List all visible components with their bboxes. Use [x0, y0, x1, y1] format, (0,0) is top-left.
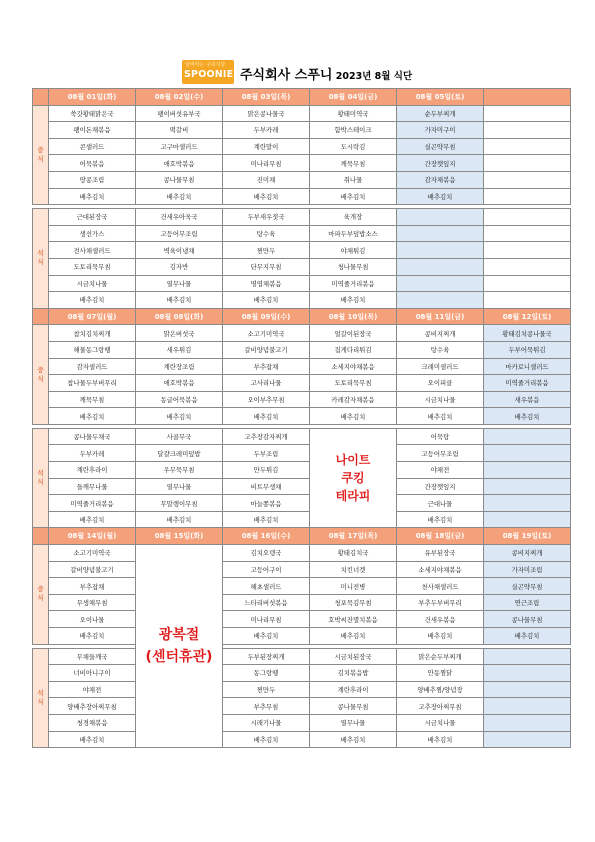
menu-cell: 시금치된장국 [310, 648, 397, 665]
menu-cell: 감자샐러드 [49, 358, 136, 375]
menu-cell: 배추김치 [397, 408, 484, 425]
menu-cell: 애호박볶음 [136, 375, 223, 392]
menu-cell: 배추김치 [223, 731, 310, 748]
menu-cell: 콩비지찌개 [397, 325, 484, 342]
menu-cell [484, 714, 571, 731]
menu-cell [484, 105, 571, 122]
lunch-row [33, 391, 571, 408]
menu-cell: 호박씨잔멸치볶음 [310, 611, 397, 628]
day-header: 08월 05일(토) [397, 89, 484, 106]
lunch-row [33, 341, 571, 358]
menu-cell: 고추장감자찌개 [223, 428, 310, 445]
dinner-row [33, 209, 571, 226]
lunch-label: 중 식 [33, 545, 49, 645]
dinner-row [33, 698, 571, 715]
menu-cell: 배추김치 [49, 731, 136, 748]
title-month: 2023년 8월 식단 [332, 71, 413, 82]
lunch-row [33, 594, 571, 611]
menu-cell: 갈비양념불고기 [223, 341, 310, 358]
menu-cell: 미역줄거리볶음 [484, 375, 571, 392]
lunch-label: 중 식 [33, 325, 49, 425]
menu-cell: 전사채샐러드 [49, 242, 136, 259]
menu-cell: 계란말이 [223, 138, 310, 155]
menu-cell: 단무지무침 [223, 258, 310, 275]
menu-cell: 고추장아찌무침 [397, 698, 484, 715]
menu-cell: 맑은순두부찌개 [397, 648, 484, 665]
menu-cell: 콩나물무침 [310, 698, 397, 715]
menu-cell: 배추김치 [397, 628, 484, 645]
lunch-row [33, 325, 571, 342]
menu-cell: 애호박볶음 [136, 155, 223, 172]
menu-cell: 갈비양념불고기 [49, 561, 136, 578]
menu-cell: 황태김치콩나물국 [484, 325, 571, 342]
menu-cell: 시금치나물 [49, 275, 136, 292]
day-header [484, 89, 571, 106]
menu-cell [484, 138, 571, 155]
menu-cell: 배추김치 [136, 408, 223, 425]
dinner-row [33, 478, 571, 495]
menu-cell: 배추김치 [223, 188, 310, 205]
menu-cell: 콩나물무침 [484, 611, 571, 628]
menu-cell: 건새우볶음 [397, 611, 484, 628]
menu-cell: 치킨너겟 [310, 561, 397, 578]
menu-cell: 집게다리튀김 [310, 341, 397, 358]
menu-cell: 도토리묵무침 [49, 258, 136, 275]
menu-cell [484, 155, 571, 172]
menu-cell [484, 511, 571, 528]
day-header: 08월 19일(토) [484, 528, 571, 545]
menu-cell: 콩나물두채국 [49, 428, 136, 445]
menu-cell: 카레감자채볶음 [310, 391, 397, 408]
menu-cell: 연근조림 [484, 594, 571, 611]
lunch-row [33, 628, 571, 645]
menu-cell: 야채전 [49, 681, 136, 698]
menu-cell: 마늘쫑볶음 [223, 495, 310, 512]
header-corner [33, 528, 49, 545]
menu-cell: 명엽채볶음 [223, 275, 310, 292]
menu-cell: 황태미역국 [310, 105, 397, 122]
day-header: 08월 04일(금) [310, 89, 397, 106]
lunch-row [33, 561, 571, 578]
dinner-row [33, 225, 571, 242]
menu-cell: 어묵탕 [397, 428, 484, 445]
menu-cell: 사골무국 [136, 428, 223, 445]
menu-cell: 참치김치찌개 [49, 325, 136, 342]
page-header [182, 60, 462, 84]
dinner-row [33, 495, 571, 512]
menu-cell: 실곤약무침 [397, 138, 484, 155]
day-header: 08월 01일(화) [49, 89, 136, 106]
menu-cell: 생선가스 [49, 225, 136, 242]
menu-cell: 고사리나물 [223, 375, 310, 392]
menu-cell: 배추김치 [397, 511, 484, 528]
menu-cell: 계란장조림 [136, 358, 223, 375]
menu-cell: 두부된장찌개 [223, 648, 310, 665]
menu-cell: 마파두부덮밥소스 [310, 225, 397, 242]
menu-cell: 실곤약무침 [484, 578, 571, 595]
menu-cell: 비트무생채 [223, 478, 310, 495]
menu-cell: 부추잡채 [49, 578, 136, 595]
dinner-label: 석 식 [33, 428, 49, 528]
menu-cell: 새우볶음 [484, 391, 571, 408]
menu-cell: 미니전병 [310, 578, 397, 595]
menu-cell: 맑은버섯국 [136, 325, 223, 342]
menu-cell: 부추무침 [223, 698, 310, 715]
menu-cell: 콩나물무침 [136, 171, 223, 188]
menu-cell [484, 648, 571, 665]
menu-cell: 배추김치 [49, 408, 136, 425]
menu-cell: 부추두부버무리 [397, 594, 484, 611]
lunch-row [33, 105, 571, 122]
menu-cell: 소고기미역국 [223, 325, 310, 342]
menu-cell: 안동찜닭 [397, 665, 484, 682]
day-header: 08월 08일(화) [136, 308, 223, 325]
menu-cell [484, 292, 571, 309]
menu-cell [397, 292, 484, 309]
menu-cell: 만두튀김 [223, 462, 310, 479]
menu-cell: 열무나물 [136, 478, 223, 495]
menu-cell [397, 258, 484, 275]
dinner-row [33, 275, 571, 292]
dinner-row [33, 714, 571, 731]
lunch-row [33, 358, 571, 375]
menu-cell: 해물동그랑땡 [49, 341, 136, 358]
menu-cell: 크래미샐러드 [397, 358, 484, 375]
menu-cell: 양배추찜/양념장 [397, 681, 484, 698]
menu-cell: 육개장 [310, 209, 397, 226]
spoonie-logo [182, 60, 234, 84]
menu-cell: 맑은콩나물국 [223, 105, 310, 122]
menu-cell: 도시락김 [310, 138, 397, 155]
menu-cell: 건새우아욱국 [136, 209, 223, 226]
lunch-row [33, 375, 571, 392]
header-corner [33, 308, 49, 325]
logo-tagline: 알바마는 구내식당 [185, 62, 226, 68]
menu-cell: 배추김치 [484, 408, 571, 425]
menu-cell: 해초샐러드 [223, 578, 310, 595]
menu-cell: 김치오뎅국 [223, 545, 310, 562]
dinner-label: 석 식 [33, 209, 49, 309]
menu-cell: 배추김치 [310, 188, 397, 205]
menu-cell: 고등어구이 [223, 561, 310, 578]
menu-cell: 오이나물 [49, 611, 136, 628]
menu-cell [484, 462, 571, 479]
menu-cell: 들깨무나물 [49, 478, 136, 495]
menu-cell: 배추김치 [49, 628, 136, 645]
menu-cell [484, 171, 571, 188]
menu-cell: 무채들깨국 [49, 648, 136, 665]
menu-cell: 두부카레 [223, 122, 310, 139]
day-header: 08월 11일(금) [397, 308, 484, 325]
menu-cell: 벽육이냉채 [136, 242, 223, 259]
menu-cell [484, 258, 571, 275]
menu-cell: 팽이돈채볶음 [49, 122, 136, 139]
menu-cell: 시금치나물 [397, 714, 484, 731]
day-header: 08월 10일(목) [310, 308, 397, 325]
menu-cell: 시래기나물 [223, 714, 310, 731]
day-header: 08월 03일(목) [223, 89, 310, 106]
menu-cell [484, 731, 571, 748]
lunch-row [33, 138, 571, 155]
menu-cell: 가자미구이 [397, 122, 484, 139]
menu-cell: 떡갈비 [136, 122, 223, 139]
lunch-row [33, 155, 571, 172]
menu-cell: 배추김치 [223, 292, 310, 309]
day-header: 08월 07일(월) [49, 308, 136, 325]
dinner-row [33, 665, 571, 682]
menu-cell: 오이부추무침 [223, 391, 310, 408]
day-header: 08월 02일(수) [136, 89, 223, 106]
menu-cell: 청포묵김무침 [310, 594, 397, 611]
day-header: 08월 12일(토) [484, 308, 571, 325]
menu-cell [484, 428, 571, 445]
menu-cell: 새우튀김 [136, 341, 223, 358]
holiday-notice: 광복절 (센터휴관) [136, 545, 223, 748]
menu-cell: 배추김치 [49, 292, 136, 309]
menu-cell: 두부조림 [223, 445, 310, 462]
menu-cell: 배추김치 [397, 188, 484, 205]
menu-cell: 배추김치 [136, 292, 223, 309]
menu-cell: 함박스테이크 [310, 122, 397, 139]
menu-cell [484, 495, 571, 512]
menu-cell: 천사채샐러드 [397, 578, 484, 595]
dinner-label: 석 식 [33, 648, 49, 748]
menu-cell [484, 681, 571, 698]
menu-cell [397, 275, 484, 292]
lunch-row [33, 545, 571, 562]
menu-cell: 콩비지찌개 [484, 545, 571, 562]
lunch-row [33, 188, 571, 205]
menu-cell: 양배추장아찌무침 [49, 698, 136, 715]
date-header-row [33, 89, 571, 106]
menu-cell: 배추김치 [310, 408, 397, 425]
menu-cell: 배추김치 [136, 188, 223, 205]
menu-cell [397, 225, 484, 242]
menu-cell: 야채전 [397, 462, 484, 479]
lunch-row [33, 171, 571, 188]
menu-cell [484, 665, 571, 682]
menu-cell: 무생채무침 [49, 594, 136, 611]
title-company: 주식회사 스푸니 [240, 68, 333, 83]
logo-name: SPOONIE [184, 69, 234, 80]
menu-cell [484, 122, 571, 139]
menu-cell: 배추김치 [136, 511, 223, 528]
lunch-row [33, 122, 571, 139]
menu-cell: 진미채 [223, 171, 310, 188]
lunch-row [33, 611, 571, 628]
menu-cell: 시금치나물 [397, 391, 484, 408]
dinner-row [33, 648, 571, 665]
menu-cell: 미역줄거리볶음 [310, 275, 397, 292]
lunch-row [33, 408, 571, 425]
menu-cell: 열무나물 [136, 275, 223, 292]
menu-cell: 마카로니샐러드 [484, 358, 571, 375]
menu-cell: 깨묵무침 [49, 391, 136, 408]
menu-cell: 배추김치 [310, 292, 397, 309]
menu-cell: 소세지야채볶음 [310, 358, 397, 375]
dinner-row [33, 731, 571, 748]
menu-cell: 달걀크레미덮밥 [136, 445, 223, 462]
day-header: 08월 17일(목) [310, 528, 397, 545]
menu-cell: 황태김치국 [310, 545, 397, 562]
menu-cell: 계란후라이 [49, 462, 136, 479]
menu-cell: 느타리버섯볶음 [223, 594, 310, 611]
menu-cell: 탕수육 [397, 341, 484, 358]
menu-cell [484, 209, 571, 226]
menu-cell: 유부된장국 [397, 545, 484, 562]
menu-cell: 취나물 [310, 171, 397, 188]
menu-cell: 얼갈이된장국 [310, 325, 397, 342]
dinner-row [33, 242, 571, 259]
menu-cell: 배추김치 [397, 731, 484, 748]
menu-cell: 계란후라이 [310, 681, 397, 698]
special-event: 나이트 쿠킹 테라피 [310, 428, 397, 528]
day-header: 08월 16일(수) [223, 528, 310, 545]
menu-cell: 청경채볶음 [49, 714, 136, 731]
menu-cell: 무말랭이무침 [136, 495, 223, 512]
date-header-row [33, 528, 571, 545]
menu-cell: 동글어묵볶음 [136, 391, 223, 408]
menu-cell: 김치볶음밥 [310, 665, 397, 682]
menu-cell: 어묵볶음 [49, 155, 136, 172]
dinner-row [33, 428, 571, 445]
header-corner [33, 89, 49, 106]
menu-cell [484, 225, 571, 242]
menu-cell: 찐만두 [223, 242, 310, 259]
menu-cell [484, 698, 571, 715]
menu-cell: 부추잡채 [223, 358, 310, 375]
dinner-row [33, 511, 571, 528]
menu-cell: 도토리묵무침 [310, 375, 397, 392]
menu-cell: 청나물무침 [310, 258, 397, 275]
dinner-row [33, 462, 571, 479]
menu-cell: 고구마샐러드 [136, 138, 223, 155]
menu-cell [397, 242, 484, 259]
menu-cell: 감자채볶음 [397, 171, 484, 188]
menu-cell: 고등어무조림 [397, 445, 484, 462]
menu-cell: 콘샐러드 [49, 138, 136, 155]
menu-cell: 간장깻잎지 [397, 478, 484, 495]
menu-cell: 야채튀김 [310, 242, 397, 259]
menu-cell: 배추김치 [223, 408, 310, 425]
menu-cell: 두부카레 [49, 445, 136, 462]
menu-cell: 배추김치 [49, 188, 136, 205]
menu-cell [484, 445, 571, 462]
menu-cell: 배추김치 [223, 628, 310, 645]
day-header: 08월 15일(화) [136, 528, 223, 545]
menu-cell [397, 209, 484, 226]
dinner-row [33, 292, 571, 309]
menu-cell [484, 478, 571, 495]
menu-cell: 순두부찌개 [397, 105, 484, 122]
menu-cell: 소고기미역국 [49, 545, 136, 562]
menu-cell: 고등어무조림 [136, 225, 223, 242]
menu-cell: 두부어묵튀김 [484, 341, 571, 358]
menu-cell: 가자미조림 [484, 561, 571, 578]
menu-cell [484, 275, 571, 292]
menu-cell: 두부새우젓국 [223, 209, 310, 226]
menu-cell: 동그랑땡 [223, 665, 310, 682]
menu-cell: 오이피클 [397, 375, 484, 392]
day-header: 08월 14일(월) [49, 528, 136, 545]
lunch-row [33, 578, 571, 595]
menu-cell: 근대된장국 [49, 209, 136, 226]
menu-cell: 쑥갓황태맑은국 [49, 105, 136, 122]
menu-cell: 김자반 [136, 258, 223, 275]
menu-cell: 우무묵무침 [136, 462, 223, 479]
menu-cell: 소세지야채볶음 [397, 561, 484, 578]
lunch-label: 중 식 [33, 105, 49, 205]
page-title [240, 64, 412, 83]
menu-cell: 팽이버섯유부국 [136, 105, 223, 122]
menu-cell: 배추김치 [310, 731, 397, 748]
menu-cell: 근대나물 [397, 495, 484, 512]
menu-cell: 참나물두부버무리 [49, 375, 136, 392]
dinner-row [33, 258, 571, 275]
menu-cell: 배추김치 [49, 511, 136, 528]
menu-cell: 미나리무침 [223, 155, 310, 172]
menu-cell: 배추김치 [310, 628, 397, 645]
menu-cell: 미역줄거리볶음 [49, 495, 136, 512]
menu-cell: 간장깻잎지 [397, 155, 484, 172]
day-header: 08월 09일(수) [223, 308, 310, 325]
menu-cell: 배추김치 [484, 628, 571, 645]
menu-cell [484, 242, 571, 259]
dinner-row [33, 445, 571, 462]
menu-cell: 배추김치 [223, 511, 310, 528]
menu-cell [484, 188, 571, 205]
menu-table [32, 88, 571, 748]
menu-cell: 땅콩조림 [49, 171, 136, 188]
day-header: 08월 18일(금) [397, 528, 484, 545]
menu-cell: 너비아니구이 [49, 665, 136, 682]
date-header-row [33, 308, 571, 325]
menu-cell: 탕수육 [223, 225, 310, 242]
menu-cell: 찐만두 [223, 681, 310, 698]
menu-cell: 미나리무침 [223, 611, 310, 628]
dinner-row [33, 681, 571, 698]
menu-cell: 열무나물 [310, 714, 397, 731]
menu-cell: 깨묵무침 [310, 155, 397, 172]
